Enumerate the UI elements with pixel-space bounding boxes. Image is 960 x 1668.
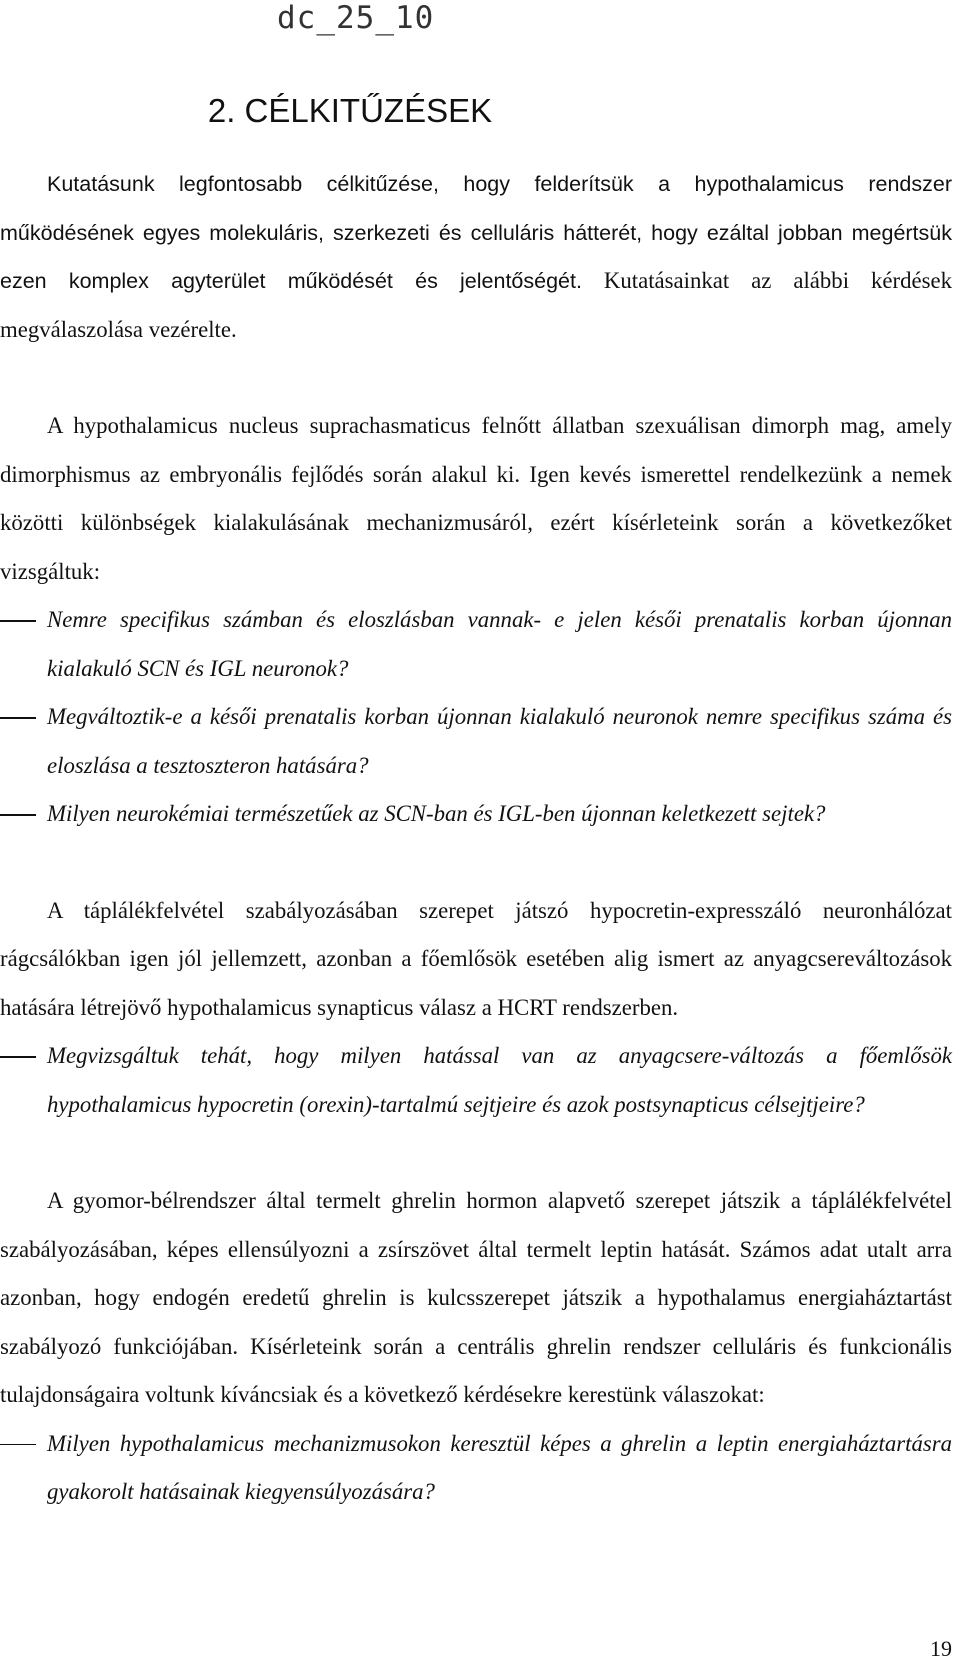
question-item: Megváltoztik-e a késői prenatalis korban újonnan kialakuló neuronok nemre specifikus száma és eloszlása a tesztoszteron hatására? xyxy=(0,693,952,790)
intro-paragraph xyxy=(0,160,952,354)
question-item: Megvizsgáltuk tehát, hogy milyen hatással van az anyagcsere-változás a főemlősök hypothalamicus hypocretin (orexin)-tartalmú sejtjeire és azok postsynapticus célsejtjeire? xyxy=(0,1032,952,1129)
section3-paragraph: A gyomor-bélrendszer által termelt ghrelin hormon alapvető szerepet játszik a táplálékfelvétel szabályozásában, képes ellensúlyozni a zsírszövet által termelt leptin hatását. Számos adat utalt arra azonban, hogy endogén eredetű ghrelin is kulcsszerepet játszik a hypothalamus energiaháztartást szabályozó funkciójában. Kísérleteink során a centrális ghrelin rendszer celluláris és funkcionális tulajdonságaira voltunk kíváncsiak és a következő kérdésekre kerestünk válaszokat: xyxy=(0,1188,952,1407)
document-id: dc_25_10 xyxy=(277,0,435,36)
section3-question-list xyxy=(0,1420,952,1517)
question-item: Milyen neurokémiai természetűek az SCN-ban és IGL-ben újonnan keletkezett sejtek? xyxy=(0,790,952,839)
page-body xyxy=(0,160,952,1517)
page-title: 2. CÉLKITŰZÉSEK xyxy=(207,92,493,129)
intro-text-serif: Kutatásainkat az alábbi kérdések megválaszolása vezérelte. xyxy=(0,268,952,342)
intro-text-sans: Kutatásunk legfontosabb célkitűzése, hogy felderítsük a hypothalamicus rendszer működésének egyes molekuláris, szerkezeti és celluláris hátterét, hogy ezáltal jobban megértsük ezen komplex agyterület működését és jelentőségét. xyxy=(0,172,952,293)
section2-question-list xyxy=(0,1032,952,1129)
question-item: Nemre specifikus számban és eloszlásban vannak- e jelen késői prenatalis korban újonnan kialakuló SCN és IGL neuronok? xyxy=(0,596,952,693)
section2-paragraph: A táplálékfelvétel szabályozásában szerepet játszó hypocretin-expresszáló neuronhálózat rágcsálókban igen jól jellemzett, azonban a főemlősök esetében alig ismert az anyagcsereváltozások hatására létrejövő hypothalamicus synapticus válasz a HCRT rendszerben. xyxy=(0,897,952,1020)
question-item: Milyen hypothalamicus mechanizmusokon keresztül képes a ghrelin a leptin energiaháztartásra gyakorolt hatásainak kiegyensúlyozására? xyxy=(0,1420,952,1517)
page-number: 19 xyxy=(930,1636,952,1661)
section1-paragraph: A hypothalamicus nucleus suprachasmaticus felnőtt állatban szexuálisan dimorph mag, amely dimorphismus az embryonális fejlődés során alakul ki. Igen kevés ismerettel rendelkezünk a nemek közötti különbségek kialakulásának mechanizmusáról, ezért kísérleteink során a következőket vizsgáltuk: xyxy=(0,413,952,584)
section1-question-list xyxy=(0,596,952,839)
